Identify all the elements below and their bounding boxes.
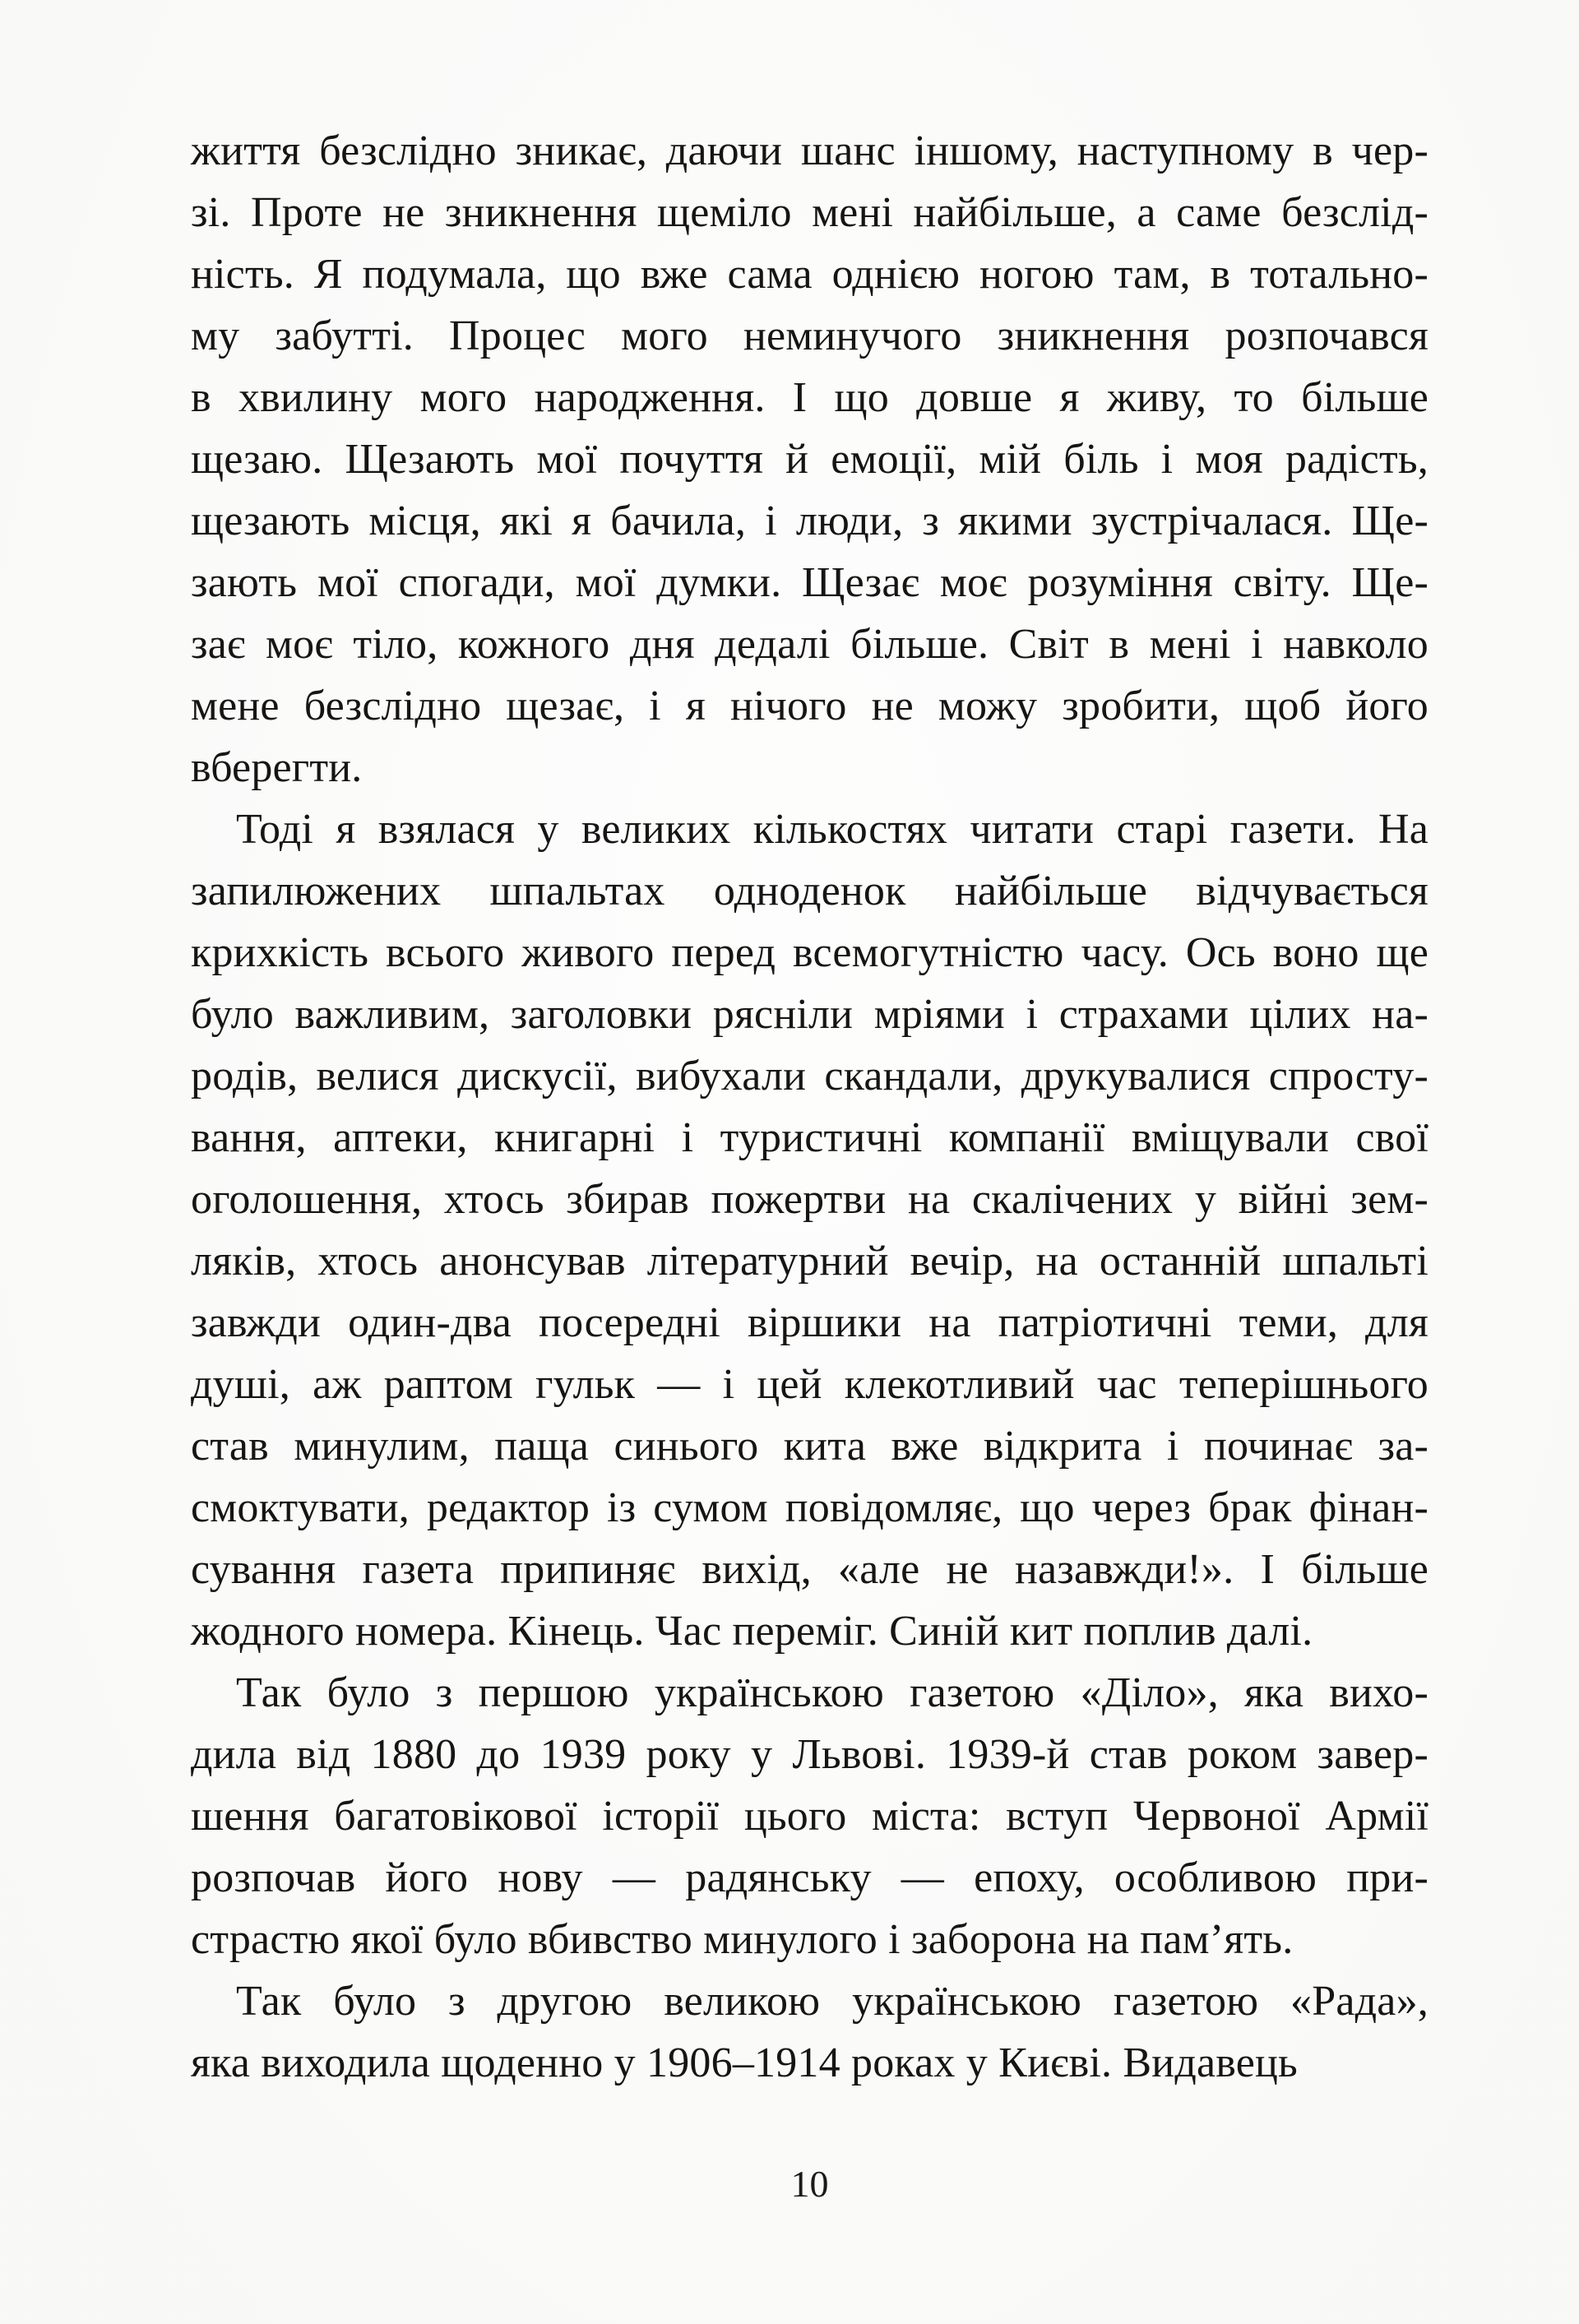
text-line: яка виходила щоденно у 1906–1914 роках у Києві. Видавець — [191, 2039, 1298, 2086]
text-line: вберегти. — [191, 744, 363, 791]
text-line: щезаю. Щезають мої почуття й емоції, мій біль і моя радість, — [191, 436, 1429, 483]
text-line: мене безслідно щезає, і я нічого не можу зробити, щоб його — [191, 683, 1429, 729]
page-text — [191, 120, 1429, 2094]
text-line: страстю якої було вбивство минулого і заборона на пам’ять. — [191, 1916, 1294, 1963]
text-line: став минулим, паща синього кита вже відкрита і починає за- — [191, 1423, 1429, 1470]
paragraph — [191, 799, 1429, 1662]
text-line: в хвилину мого народження. І що довше я живу, то більше — [191, 374, 1429, 421]
text-line: було важливим, заголовки рясніли мріями і страхами цілих на- — [191, 991, 1429, 1038]
text-line: сування газета припиняє вихід, «але не назавжди!». І більше — [191, 1546, 1429, 1593]
page-number: 10 — [790, 2163, 829, 2205]
paragraph — [191, 1662, 1429, 1970]
text-line: життя безслідно зникає, даючи шанс іншому, наступному в чер- — [191, 127, 1429, 174]
text-line: завжди один-два посередні віршики на патріотичні теми, для — [191, 1299, 1429, 1346]
text-line: душі, аж раптом гульк — і цей клекотливий час теперішнього — [191, 1361, 1429, 1408]
text-line: Так було з першою українською газетою «Діло», яка вихо- — [236, 1669, 1429, 1716]
text-line: зі. Проте не зникнення щеміло мені найбільше, а саме безслід- — [191, 189, 1429, 236]
text-line: ляків, хтось анонсував літературний вечір, на останній шпальті — [191, 1238, 1429, 1285]
paragraph — [191, 1970, 1429, 2094]
text-line: жодного номера. Кінець. Час переміг. Синій кит поплив далі. — [191, 1608, 1313, 1655]
text-line: зає моє тіло, кожного дня дедалі більше. Світ в мені і навколо — [191, 621, 1429, 668]
text-line: шення багатовікової історії цього міста: вступ Червоної Армії — [191, 1793, 1429, 1840]
text-line: му забутті. Процес мого неминучого зникнення розпочався — [191, 312, 1429, 359]
text-line: вання, аптеки, книгарні і туристичні компанії вміщували свої — [191, 1114, 1429, 1161]
text-line: дила від 1880 до 1939 року у Львові. 1939-й став роком завер- — [191, 1731, 1429, 1778]
text-line: запилюжених шпальтах одноденок найбільше відчувається — [191, 868, 1429, 914]
text-line: смоктувати, редактор із сумом повідомляє, що через брак фінан- — [191, 1484, 1429, 1531]
text-line: крихкість всього живого перед всемогутністю часу. Ось воно ще — [191, 929, 1429, 976]
text-line: оголошення, хтось збирав пожертви на скалічених у війні зем- — [191, 1176, 1429, 1223]
text-line: ність. Я подумала, що вже сама однією ногою там, в тотально- — [191, 251, 1429, 298]
text-line: зають мої спогади, мої думки. Щезає моє розуміння світу. Ще- — [191, 559, 1429, 606]
text-line: Тоді я взялася у великих кількостях читати старі газети. На — [236, 806, 1429, 853]
paragraph — [191, 120, 1429, 799]
text-line: розпочав його нову — радянську — епоху, особливою при- — [191, 1854, 1429, 1901]
text-line: щезають місця, які я бачила, і люди, з якими зустрічалася. Ще- — [191, 498, 1429, 544]
text-line: родів, велися дискусії, вибухали скандали, друкувалися спросту- — [191, 1053, 1429, 1100]
text-line: Так було з другою великою українською газетою «Рада», — [236, 1978, 1429, 2025]
